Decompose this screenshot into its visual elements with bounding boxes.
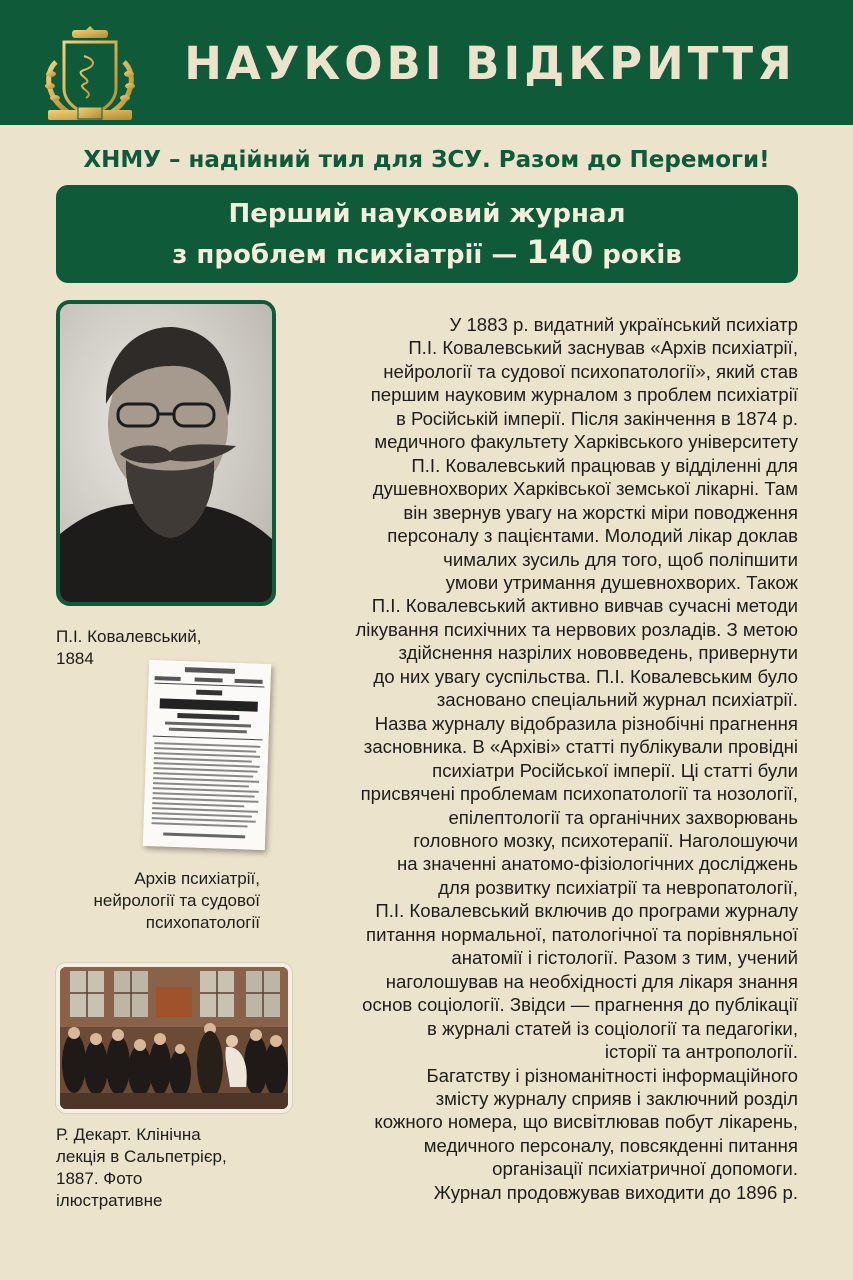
article-line: засновника. В «Архіві» статті публікували провідні	[363, 736, 798, 758]
painting-caption: Р. Декарт. Клінічна лекція в Сальпетрієр, 1887. Фото ілюстративне	[56, 1125, 227, 1210]
university-emblem-icon	[38, 22, 142, 124]
journal-cover-image	[143, 660, 271, 850]
article-body	[292, 313, 798, 1204]
article-line: медичного факультету Харківського університету	[374, 431, 798, 453]
anniversary-number: 140	[526, 232, 594, 271]
article-line: історії та антропології.	[604, 1041, 798, 1063]
article-line: Багатству і різноманітності інформаційного	[426, 1064, 798, 1086]
article-line: для розвитку психіатрії та невропатології,	[438, 876, 798, 898]
article-line: П.І. Ковалевський активно вивчав сучасні методи	[371, 595, 798, 617]
article-line: Назва журналу відобразила різнобічні прагнення	[374, 712, 798, 734]
portrait-image	[60, 304, 272, 602]
article-line: засновано спеціальний журнал психіатрії.	[436, 689, 798, 711]
article-line: в журналі статей із соціології та педагогіки,	[427, 1017, 798, 1039]
article-line: першим науковим журналом з проблем психіатрії	[370, 384, 798, 406]
page-title: НАУКОВІ ВІДКРИТТЯ	[184, 37, 796, 90]
article-line: чималих зусиль для того, щоб поліпшити	[443, 548, 798, 570]
portrait-caption: П.І. Ковалевський, 1884	[56, 627, 202, 668]
article-line: питання нормальної, патологічної та порівняльної	[366, 923, 798, 945]
article-line: до них увагу суспільства. П.І. Ковалевським було	[373, 665, 798, 687]
article-line: персоналу з пацієнтами. Молодий лікар доклав	[387, 525, 798, 547]
article-line: в Російській імперії. Після закінчення в 1874 р.	[395, 407, 798, 429]
article-line: він звернув увагу на жорсткі міри поводження	[403, 501, 798, 523]
headline-line-2: з проблем психіатрії — 140 років	[172, 232, 682, 271]
article-line: наголошував на необхідності для лікаря знання	[385, 970, 798, 992]
clinical-lesson-painting	[56, 963, 292, 1113]
article-line: лікування психічних та нервових розладів. З метою	[355, 618, 798, 640]
article-line: кожного номера, що висвітлював побут лікарень,	[374, 1111, 798, 1133]
article-line: епілептології та органічних захворювань	[448, 806, 798, 828]
article-line: здійснення назрілих нововведень, привернути	[398, 642, 798, 664]
article-line: організації психіатричної допомоги.	[492, 1158, 798, 1180]
article-line: на значенні анатомо-фізіологічних досліджень	[396, 853, 798, 875]
article-line: П.І. Ковалевський заснував «Архів психіатрії,	[408, 337, 798, 359]
article-line: У 1883 р. видатний український психіатр	[449, 314, 798, 335]
article-line: душевнохворих Харківської земської лікарні. Там	[372, 478, 798, 500]
kovalevsky-portrait-photo	[56, 300, 276, 606]
article-line: психіатри Російської імперії. Ці статті були	[432, 759, 798, 781]
article-line: П.І. Ковалевський включив до програми журналу	[375, 900, 798, 922]
article-line: медичного персоналу, повсякденні питання	[423, 1134, 798, 1156]
article-headline-banner	[56, 185, 798, 283]
article-line: умови утримання душевнохворих. Також	[445, 571, 798, 593]
headline-line-1: Перший науковий журнал	[228, 198, 626, 229]
article-line: основ соціології. Звідси — прагнення до публікації	[362, 994, 798, 1016]
article-line: нейрології та судової психопатології», який став	[383, 360, 798, 382]
article-line: Журнал продовжував виходити до 1896 р.	[433, 1181, 798, 1203]
slogan: ХНМУ – надійний тил для ЗСУ. Разом до Перемоги!	[83, 147, 770, 173]
article-line: П.І. Ковалевський працював у відділенні для	[411, 454, 798, 476]
article-line: анатомії і гістології. Разом з тим, учений	[451, 947, 798, 969]
journal-caption: Архів психіатрії, нейрології та судової психопатології	[93, 869, 260, 932]
article-line: змісту журналу сприяв і заключний розділ	[435, 1087, 798, 1109]
article-line: присвячені проблемам психопатології та нозології,	[360, 783, 798, 805]
header-bar	[0, 0, 853, 125]
article-line: головного мозку, психотерапії. Наголошуючи	[413, 829, 798, 851]
